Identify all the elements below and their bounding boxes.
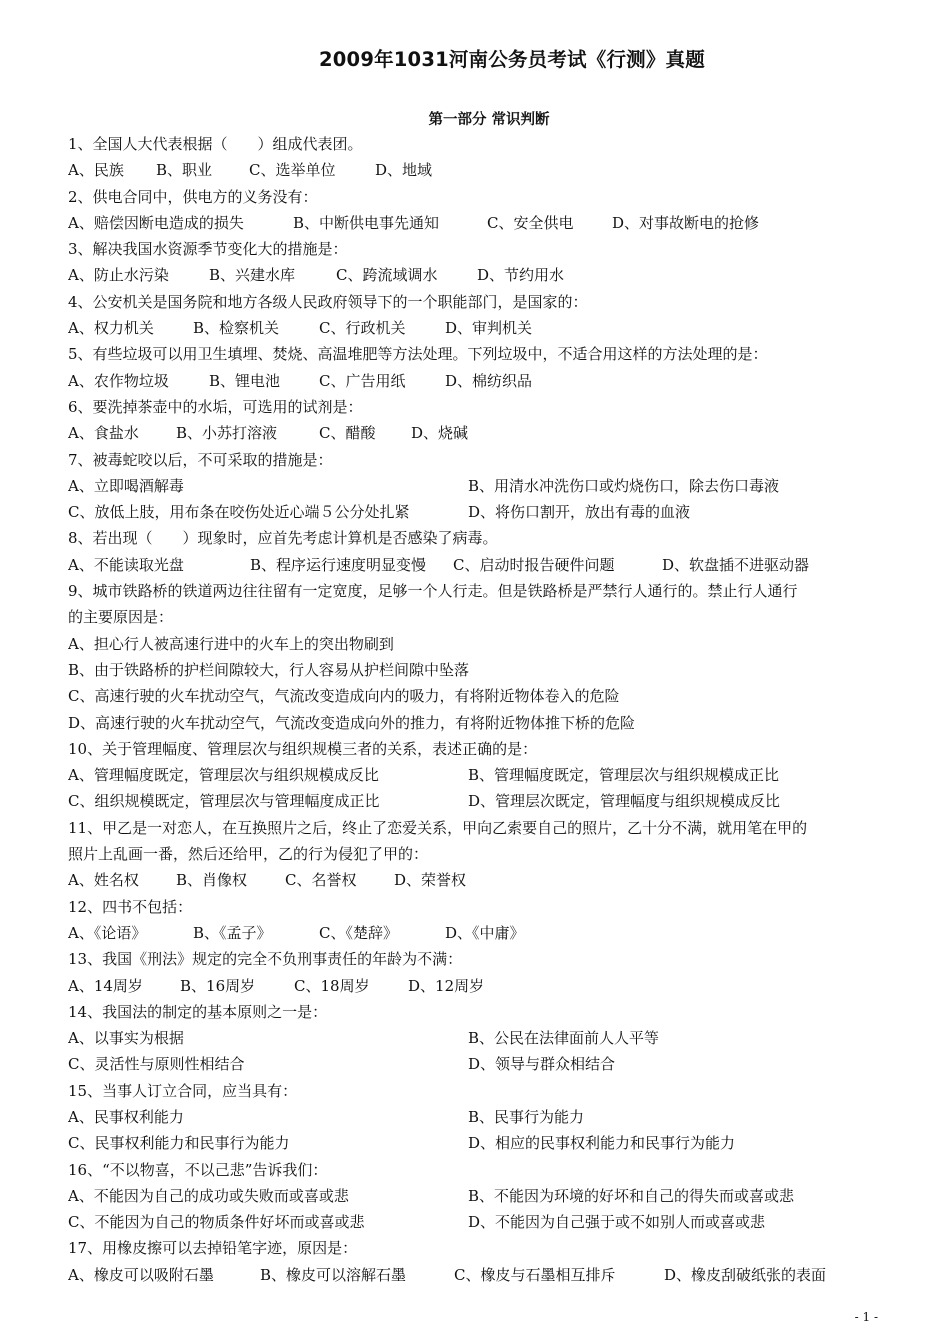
option-c: C、组织规模既定，管理层次与管理幅度成正比	[68, 792, 380, 811]
option-d: D、将伤口割开，放出有毒的血液	[468, 503, 691, 522]
question-11-options	[68, 867, 898, 893]
option-d: D、棉纺织品	[445, 371, 533, 390]
option-c: C、不能因为自己的物质条件好坏而或喜或悲	[68, 1213, 365, 1232]
option-c: C、广告用纸	[319, 371, 406, 390]
option-d: D、12周岁	[408, 976, 485, 995]
option-d: D、节约用水	[477, 266, 565, 285]
option-c: C、橡皮与石墨相互排斥	[454, 1265, 616, 1284]
question-7-options-row-1	[68, 473, 898, 499]
option-a: A、立即喝酒解毒	[68, 476, 184, 495]
option-c: C、行政机关	[319, 319, 406, 338]
question-16-options-row-1	[68, 1183, 898, 1209]
question-10-options-row-2	[68, 788, 898, 814]
option-b: B、锂电池	[209, 371, 281, 390]
question-11-stem-line-2: 照片上乱画一番，然后还给甲，乙的行为侵犯了甲的：	[68, 845, 429, 864]
section-title: 第一部分 常识判断	[428, 112, 550, 128]
option-d: D、领导与群众相结合	[468, 1055, 616, 1074]
page-number: - 1 -	[854, 1310, 878, 1324]
question-14-options-row-1	[68, 1025, 898, 1051]
question-8-stem: 8、若出现（ ）现象时，应首先考虑计算机是否感染了病毒。	[68, 529, 498, 548]
option-a: A、14周岁	[68, 976, 143, 995]
option-b: B、橡皮可以溶解石墨	[260, 1265, 407, 1284]
option-a: A、《论语》	[68, 923, 147, 942]
option-a: A、权力机关	[68, 319, 154, 338]
question-4-options	[68, 315, 898, 341]
option-b: B、程序运行速度明显变慢	[250, 555, 427, 574]
option-a: A、橡皮可以吸附石墨	[68, 1265, 214, 1284]
question-7-stem: 7、被毒蛇咬以后，不可采取的措施是：	[68, 450, 333, 469]
option-a: A、姓名权	[68, 871, 139, 890]
question-10-options-row-1	[68, 762, 898, 788]
question-list	[68, 131, 898, 1288]
option-a: A、担心行人被高速行进中的火车上的突出物刷到	[68, 634, 394, 653]
option-c: C、启动时报告硬件问题	[453, 555, 615, 574]
question-16-stem: 16、“不以物喜，不以己悲”告诉我们：	[68, 1160, 328, 1179]
option-d: D、不能因为自己强于或不如别人而或喜或悲	[468, 1213, 766, 1232]
option-b: B、小苏打溶液	[176, 424, 278, 443]
question-7-options-row-2	[68, 499, 898, 525]
question-16-options-row-2	[68, 1209, 898, 1235]
question-3-options	[68, 262, 898, 288]
option-b: B、公民在法律面前人人平等	[468, 1029, 660, 1048]
question-12-options	[68, 920, 898, 946]
option-c: C、选举单位	[249, 161, 336, 180]
question-2-stem: 2、供电合同中，供电方的义务没有：	[68, 187, 318, 206]
option-b: B、16周岁	[180, 976, 256, 995]
option-d: D、管理层次既定，管理幅度与组织规模成反比	[468, 792, 781, 811]
option-c: C、安全供电	[487, 213, 574, 232]
option-a: A、民族	[68, 161, 124, 180]
option-b: B、职业	[156, 161, 213, 180]
option-d: D、对事故断电的抢修	[612, 213, 760, 232]
option-d: D、橡皮刮破纸张的表面	[664, 1265, 827, 1284]
question-1-options	[68, 157, 898, 183]
question-14-options-row-2	[68, 1051, 898, 1077]
option-a: A、管理幅度既定，管理层次与组织规模成反比	[68, 766, 379, 785]
question-3-stem: 3、解决我国水资源季节变化大的措施是：	[68, 240, 348, 259]
option-b: B、《孟子》	[193, 923, 272, 942]
option-d: D、审判机关	[445, 319, 533, 338]
option-b: B、不能因为环境的好坏和自己的得失而或喜或悲	[468, 1186, 795, 1205]
option-a: A、农作物垃圾	[68, 371, 169, 390]
question-14-stem: 14、我国法的制定的基本原则之一是：	[68, 1002, 328, 1021]
option-a: A、不能因为自己的成功或失败而或喜或悲	[68, 1186, 349, 1205]
option-d: D、《中庸》	[445, 923, 525, 942]
question-17-options	[68, 1262, 898, 1288]
question-10-stem: 10、关于管理幅度、管理层次与组织规模三者的关系，表述正确的是：	[68, 739, 538, 758]
option-d: D、软盘插不进驱动器	[662, 555, 810, 574]
question-4-stem: 4、公安机关是国务院和地方各级人民政府领导下的一个职能部门，是国家的：	[68, 292, 588, 311]
option-c: C、高速行驶的火车扰动空气，气流改变造成向内的吸力，有将附近物体卷入的危险	[68, 687, 620, 706]
question-12-stem: 12、四书不包括：	[68, 897, 193, 916]
option-b: B、用清水冲洗伤口或灼烧伤口，除去伤口毒液	[468, 476, 780, 495]
option-d: D、荣誉权	[394, 871, 467, 890]
option-c: C、灵活性与原则性相结合	[68, 1055, 245, 1074]
option-b: B、民事行为能力	[468, 1107, 585, 1126]
option-c: C、18周岁	[294, 976, 370, 995]
question-15-options-row-1	[68, 1104, 898, 1130]
option-a: A、食盐水	[68, 424, 139, 443]
option-a: A、不能读取光盘	[68, 555, 184, 574]
question-13-stem: 13、我国《刑法》规定的完全不负刑事责任的年龄为不满：	[68, 950, 463, 969]
question-9-stem-line-2: 的主要原因是：	[68, 608, 174, 627]
option-a: A、民事权利能力	[68, 1107, 184, 1126]
question-6-options	[68, 420, 898, 446]
option-d: D、地域	[375, 161, 433, 180]
question-5-stem: 5、有些垃圾可以用卫生填埋、焚烧、高温堆肥等方法处理。下列垃圾中，不适合用这样的方法处理的是：	[68, 345, 768, 364]
option-c: C、民事权利能力和民事行为能力	[68, 1134, 290, 1153]
document-title: 2009年1031河南公务员考试《行测》真题	[319, 48, 705, 71]
question-9-stem-line-1: 9、城市铁路桥的铁道两边往往留有一定宽度，足够一个人行走。但是铁路桥是严禁行人通行的。禁止行人通行	[68, 582, 798, 601]
question-15-stem: 15、当事人订立合同，应当具有：	[68, 1081, 298, 1100]
option-b: B、肖像权	[176, 871, 248, 890]
question-2-options	[68, 210, 898, 236]
option-a: A、赔偿因断电造成的损失	[68, 213, 244, 232]
option-c: C、名誉权	[285, 871, 357, 890]
option-b: B、中断供电事先通知	[293, 213, 440, 232]
option-b: B、管理幅度既定，管理层次与组织规模成正比	[468, 766, 780, 785]
question-15-options-row-2	[68, 1130, 898, 1156]
option-b: B、兴建水库	[209, 266, 296, 285]
question-11-stem-line-1: 11、甲乙是一对恋人，在互换照片之后，终止了恋爱关系，甲向乙索要自己的照片，乙十分不满，就用笔在甲的	[68, 818, 808, 837]
option-c: C、跨流域调水	[336, 266, 438, 285]
option-c: C、放低上肢，用布条在咬伤处近心端５公分处扎紧	[68, 503, 410, 522]
option-d: D、相应的民事权利能力和民事行为能力	[468, 1134, 736, 1153]
question-6-stem: 6、要洗掉茶壶中的水垢，可选用的试剂是：	[68, 397, 363, 416]
option-d: D、烧碱	[411, 424, 469, 443]
option-b: B、由于铁路桥的护栏间隙较大，行人容易从护栏间隙中坠落	[68, 660, 470, 679]
question-5-options	[68, 368, 898, 394]
question-13-options	[68, 973, 898, 999]
option-a: A、以事实为根据	[68, 1029, 184, 1048]
option-a: A、防止水污染	[68, 266, 169, 285]
option-c: C、醋酸	[319, 424, 376, 443]
option-c: C、《楚辞》	[319, 923, 398, 942]
question-1-stem: 1、全国人大代表根据（ ）组成代表团。	[68, 135, 363, 153]
option-b: B、检察机关	[193, 319, 280, 338]
question-8-options	[68, 552, 898, 578]
question-17-stem: 17、用橡皮擦可以去掉铅笔字迹，原因是：	[68, 1239, 358, 1258]
option-d: D、高速行驶的火车扰动空气，气流改变造成向外的推力，有将附近物体推下桥的危险	[68, 713, 636, 732]
